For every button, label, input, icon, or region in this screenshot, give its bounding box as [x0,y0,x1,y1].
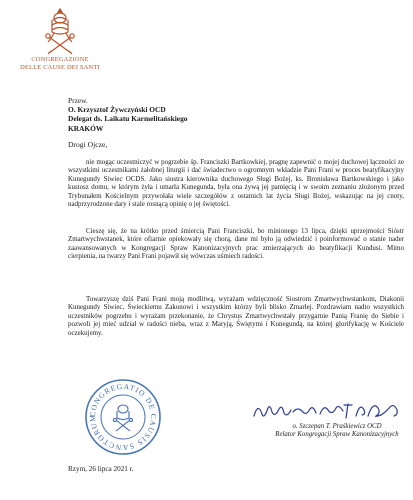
letterhead [12,6,108,72]
place-and-date: Rzym, 26 lipca 2021 r. [68,465,134,473]
addressee-role: Delegat ds. Laikatu Karmelitańskiego [68,114,188,124]
seal-text: CONGREGATIO DE CAUSIS SANCTORUM [87,381,159,453]
greeting: Drogi Ojcze, [68,140,108,149]
signatory-title: Relator Kongregacji Spraw Kanonizacyjnych [275,431,399,439]
addressee-title: Przew. [68,96,88,105]
keys-tiara-seal-icon [84,378,162,456]
paragraph-3: Towarzyszę dziś Pani Frani moją modlitwą, wyrażam wdzięczność Siostrom Zmartwychwstankom, Diakonii Kunegundy Siwiec, Świeckiemu Zakonowi i wszystkim którzy byli blisko Zmarłej. Pozdrawiam nadto wszystkich uczestników pogrzebu i wyrażam przekonanie, że Chrystus Zmartwychwstały przygarnie Panią Franię do Siebie i pozwoli jej mieć udział w radości nieba, wraz z Maryją, Świętymi i Kunegundą, na której glorifykację w Kościele oczekujemy. [68,295,404,337]
paragraph-1: nie mogąc uczestniczyć w pogrzebie śp. Franciszki Bartkowkiej, pragnę zapewnić o mojej duchowej łączności ze wszystkimi uczestnikami żałobnej liturgii i dać świadectwo o ogromnym wkładzie Pani Frani w proces beatyfikacyjny Kunegundy Siwiec OCDS. Jako siostra kierownika duchowego Sługi Bożej, ks. Bronisława Bartkowskiego i jako kustosz domu, w którym żyła i umarła Kunegunda, była ona żywą jej pamięcią i w swoim zeznaniu złożonym przed Trybunałem Kościelnym przywołała wiele szczegółów z ostatnich lat życia Sługi Bożej, wskazując na jej cnoty, nadprzyrodzone dary i stale rosnącą opinię o jej świętości. [68,158,404,209]
official-seal [84,378,162,461]
letterhead-line-2: DELLE CAUSE DEI SANTI [20,64,100,71]
svg-text:CONGREGATIO DE CAUSIS SANCTORU [88,382,158,452]
addressee-city: KRAKÓW [68,123,104,133]
signatory-block [262,423,412,439]
signatory-name: o. Szczepan T. Praśkiewicz OCD [292,423,382,430]
paragraph-2: Cieszę się, że na krótko przed śmiercią Pani Franciszki, bo minionego 13 lipca, dzięki uprzejmości Sióstr Zmartwychwstanek, które ofiarnie opiekowały się chorą, dane mi było ją odwiedzić i poinformować o stanie nader zaawansowanych w Kongregacji Spraw Kanonizacyjnych prac zmierzających do beatyfikacji Kundusi. Mimo cierpienia, na twarzy Pani Frani pojawił się wówczas uśmiech radości. [68,227,404,261]
signature-area [248,398,408,422]
papal-crest-icon [40,6,80,56]
addressee-name: O. Krzysztof Żywczyński OCD [68,105,166,115]
handwritten-signature [248,398,408,422]
letterhead-line-1: CONGREGAZIONE [31,56,89,63]
addressee-block [68,96,187,133]
